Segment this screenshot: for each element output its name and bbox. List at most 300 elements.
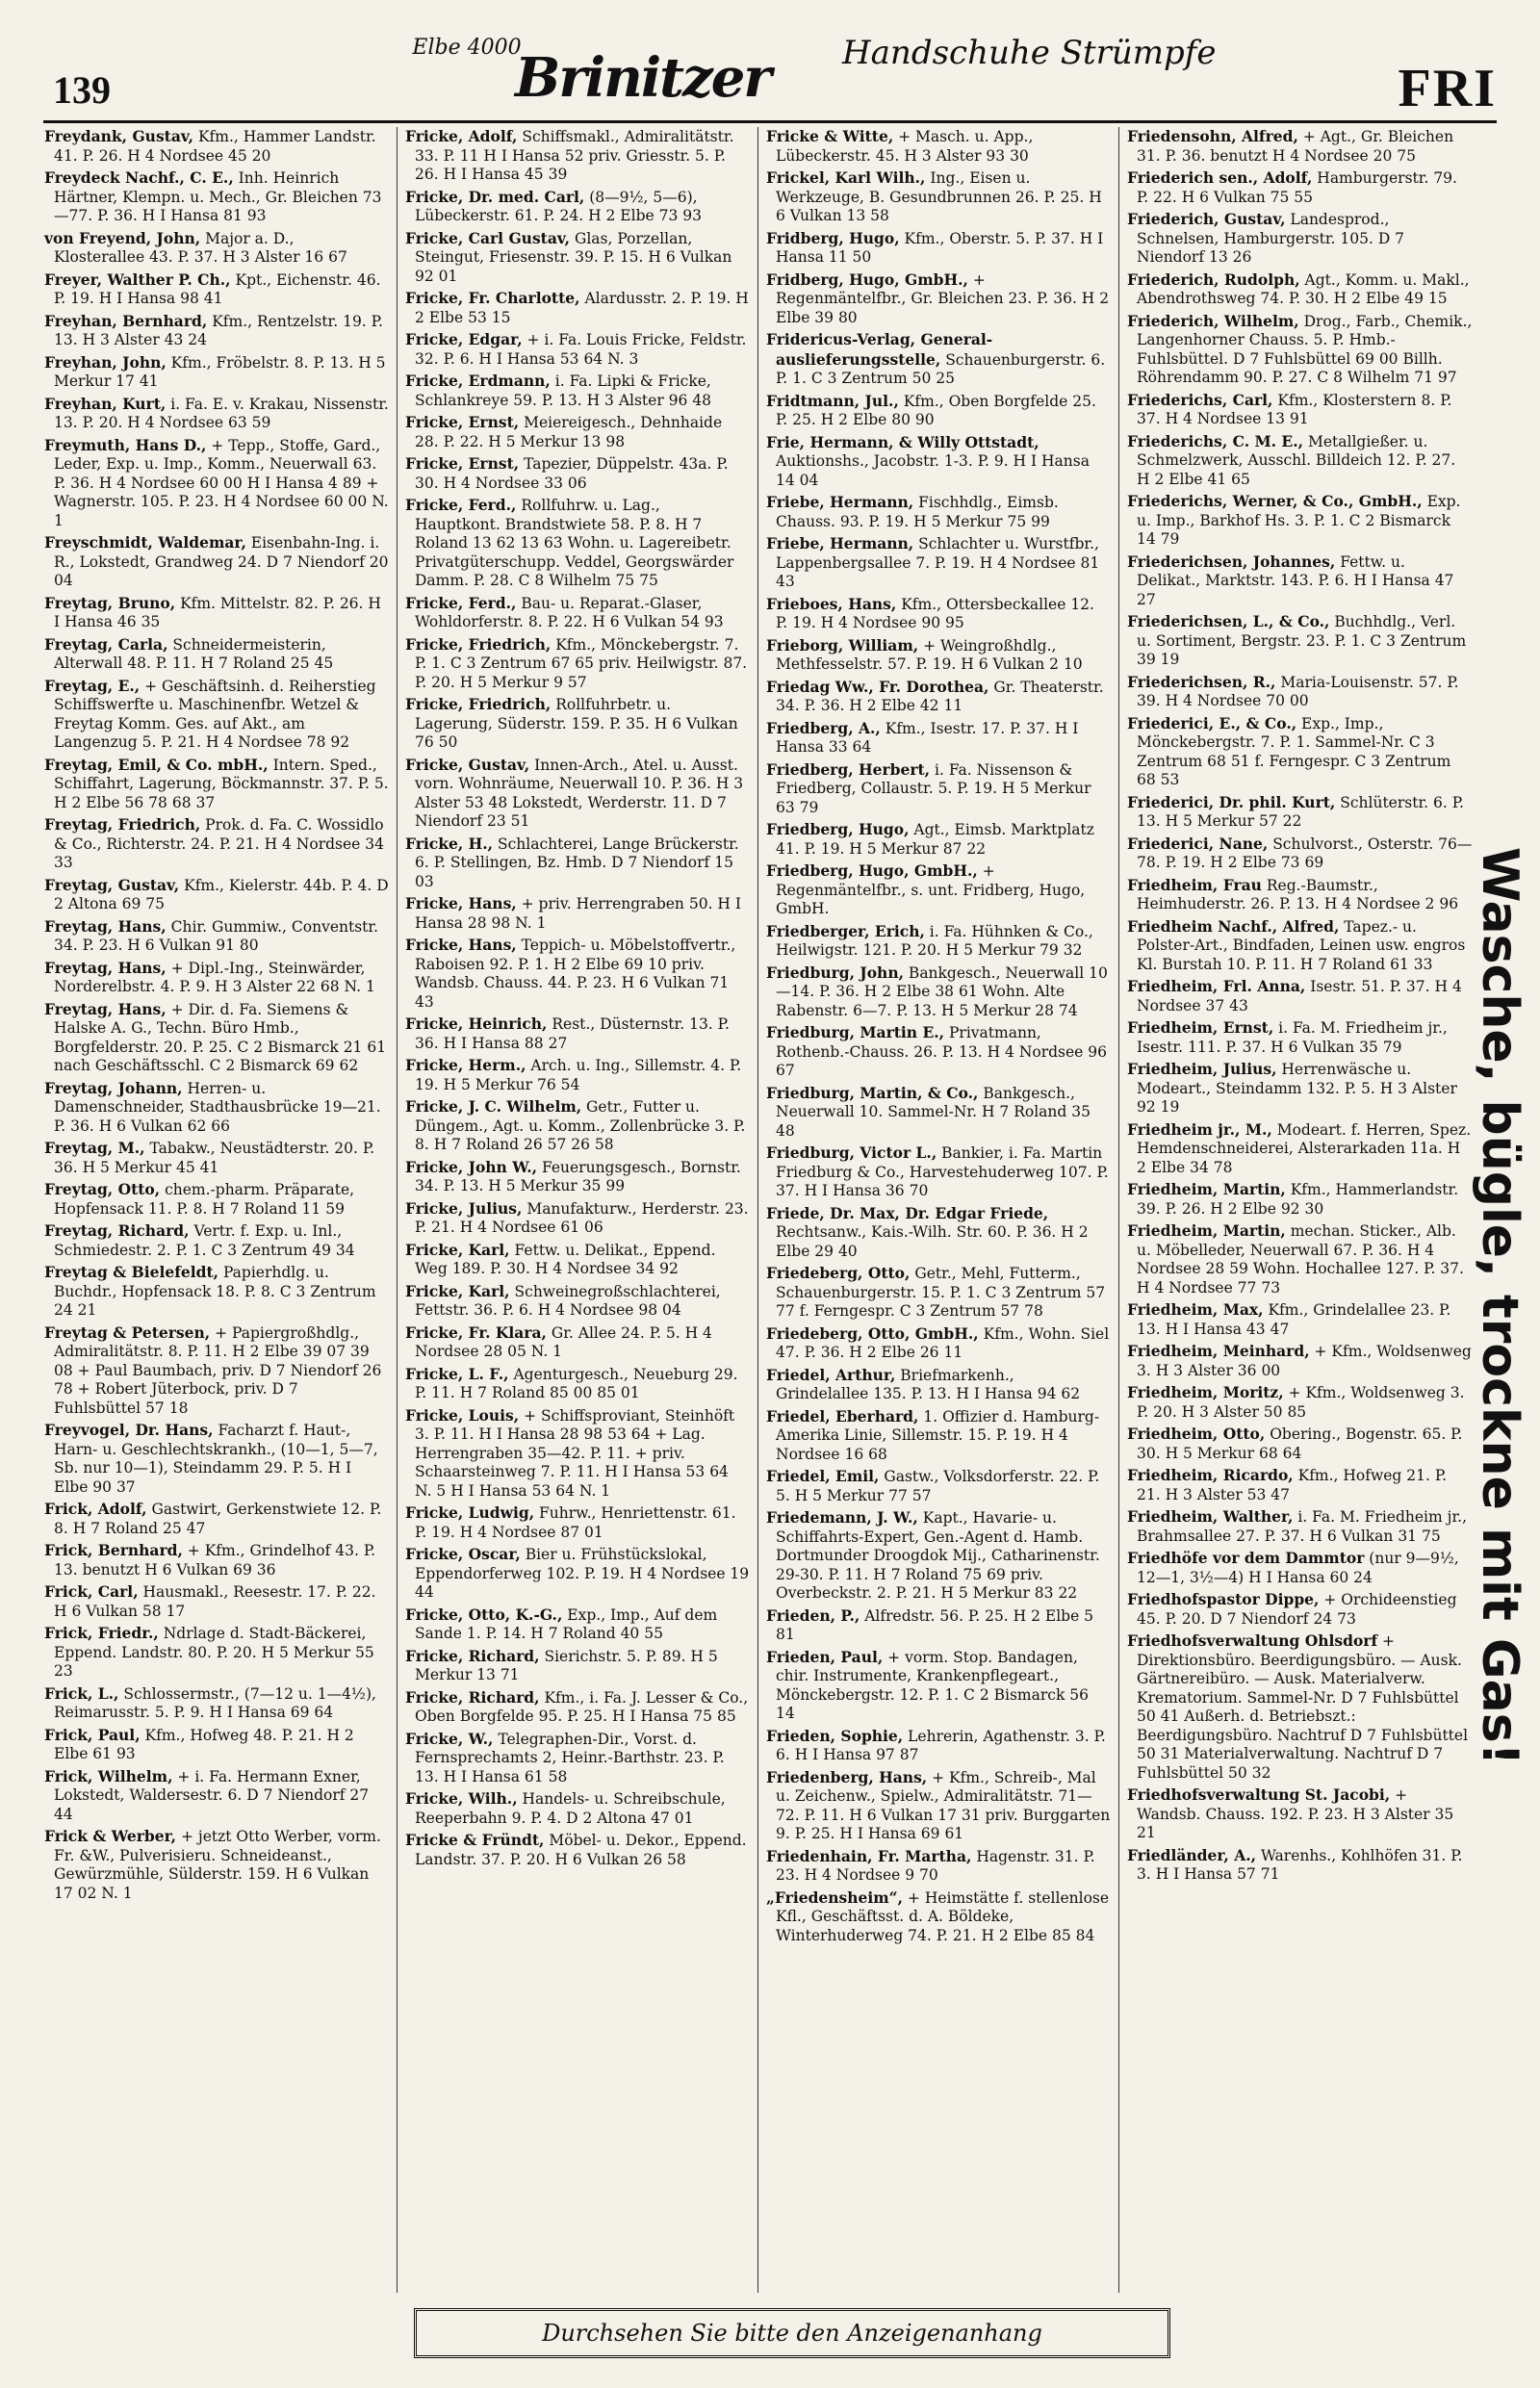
directory-entry xyxy=(44,312,389,350)
entry-name: Freytag, Johann, xyxy=(44,1078,183,1097)
entry-details: Sierichstr. 5. P. 89. H 5 Merkur 13 71 xyxy=(415,1647,718,1683)
directory-entry xyxy=(44,533,389,591)
directory-entry xyxy=(766,534,1111,592)
entry-name: Friederichs, C. M. E., xyxy=(1127,431,1304,450)
entry-details: 1. Offizier d. Hamburg-Amerika Linie, Sillemstr. 15. P. 19. H 4 Nordsee 16 68 xyxy=(776,1407,1100,1463)
directory-entry xyxy=(766,1727,1111,1765)
directory-entry xyxy=(405,1503,750,1542)
directory-entry xyxy=(766,1407,1111,1465)
directory-entry xyxy=(766,433,1111,491)
entry-details: Telegraphen-Dir., Vorst. d. Fernsprechamts 2, Heinr.-Barthstr. 23. P. 13. H I Hansa 61 58 xyxy=(415,1730,725,1785)
entry-name: Friedenberg, Hans, xyxy=(766,1767,928,1786)
directory-entry xyxy=(405,496,750,591)
directory-entry xyxy=(1127,270,1473,309)
entry-name: Friedemann, J. W., xyxy=(766,1508,918,1527)
directory-entry xyxy=(766,1023,1111,1081)
entry-name: Freytag, Carla, xyxy=(44,634,168,654)
directory-entry xyxy=(1127,1507,1473,1546)
directory-entry xyxy=(44,1827,389,1903)
entry-name: Freytag, Friedrich, xyxy=(44,815,201,834)
directory-entry xyxy=(44,677,389,753)
entry-details: Agt., Eimsb. Marktplatz 41. P. 19. H 5 Merkur 87 22 xyxy=(776,821,1094,858)
entry-details: + jetzt Otto Werber, vorm. Fr. &W., Pulverisieru. Schneideanst., Gewürzmühle, Sülderstr. 159. H 6 Vulkan 17 02 N. 1 xyxy=(54,1828,381,1902)
header-ad-gloves: Handschuhe Strümpfe xyxy=(842,34,1217,72)
entry-details: Kfm., Hammer Landstr. 41. P. 26. H 4 Nordsee 45 20 xyxy=(54,128,376,165)
entry-name: Fricke, J. C. Wilhelm, xyxy=(405,1097,582,1116)
entry-details: i. Fa. M. Friedheim jr., Isestr. 111. P. 37. H 6 Vulkan 35 79 xyxy=(1137,1019,1448,1056)
entry-details: Fischhdlg., Eimsb. Chauss. 93. P. 19. H 5 Merkur 75 99 xyxy=(776,494,1059,530)
entry-name: Friederici, Nane, xyxy=(1127,834,1269,853)
entry-details: Bankgesch., Neuerwall 10—14. P. 36. H 2 Elbe 38 61 Wohn. Alte Rabenstr. 6—7. P. 13. H 5 Merkur 28 74 xyxy=(776,963,1108,1019)
entry-details: Schlachter u. Wurstfbr., Lappenbergsallee 7. P. 19. H 4 Nordsee 81 43 xyxy=(776,535,1100,590)
directory-entry xyxy=(44,1500,389,1538)
directory-entry xyxy=(766,1768,1111,1844)
footer-notice: Durchsehen Sie bitte den Anzeigenanhang xyxy=(414,2308,1170,2358)
directory-entry xyxy=(44,1421,389,1497)
directory-entry xyxy=(44,917,389,956)
entry-details: Facharzt f. Haut-, Harn- u. Geschlechtskrankh., (10—1, 5—7, Sb. nur 10—1), Steindamm 29. P. 5. H I Elbe 90 37 xyxy=(54,1422,378,1496)
directory-entry xyxy=(766,1648,1111,1724)
directory-entry xyxy=(1127,612,1473,670)
entry-name: Freyschmidt, Waldemar, xyxy=(44,533,246,552)
entry-name: Friedhofspastor Dippe, xyxy=(1127,1590,1320,1608)
directory-entry xyxy=(1127,1631,1473,1783)
entry-details: Kfm., Hofweg 21. P. 21. H 3 Alster 53 47 xyxy=(1137,1467,1448,1503)
entry-name: Fricke, Karl, xyxy=(405,1240,510,1259)
directory-entry xyxy=(405,1097,750,1155)
entry-name: Friederich, Wilhelm, xyxy=(1127,311,1299,330)
entry-details: Rest., Düsternstr. 13. P. 36. H I Hansa 88 27 xyxy=(415,1015,730,1052)
entry-details: Kfm., Oberstr. 5. P. 37. H I Hansa 11 50 xyxy=(776,229,1104,266)
entry-name: Freytag, Hans, xyxy=(44,916,167,936)
entry-name: Friedeberg, Otto, GmbH., xyxy=(766,1323,979,1343)
directory-entry xyxy=(44,594,389,632)
directory-entry xyxy=(1127,1846,1473,1885)
entry-name: Fricke, Ernst, xyxy=(405,454,520,473)
entry-details: Drog., Farb., Chemik., Langenhorner Chauss. 5. P. Hmb.-Fuhlsbüttel. D 7 Fuhlsbüttel 69 00 Billh. Röhrendamm 90. P. 27. C 8 Wilhelm 71 97 xyxy=(1137,312,1473,386)
entry-name: Friedheim, Ricardo, xyxy=(1127,1466,1294,1484)
page-header xyxy=(43,29,1497,123)
directory-entry xyxy=(1127,168,1473,207)
directory-entry xyxy=(44,1684,389,1723)
directory-entry xyxy=(1127,312,1473,388)
directory-entry xyxy=(44,229,389,268)
entry-name: Fricke, Wilh., xyxy=(405,1789,518,1808)
directory-entry xyxy=(44,127,389,166)
entry-details: + Orchideenstieg 45. P. 20. D 7 Niendorf 24 73 xyxy=(1137,1591,1457,1628)
entry-name: Frieboes, Hans, xyxy=(766,594,897,613)
directory-entry xyxy=(44,168,389,226)
entry-name: Fricke & Fründt, xyxy=(405,1831,545,1849)
directory-entry xyxy=(766,922,1111,961)
entry-name: Friederichs, Carl, xyxy=(1127,390,1273,409)
directory-entry xyxy=(405,1789,750,1828)
entry-name: „Friedensheim“, xyxy=(766,1887,903,1907)
directory-entry xyxy=(1127,1785,1473,1843)
entry-name: Freyhan, John, xyxy=(44,352,167,372)
directory-entry xyxy=(1127,552,1473,610)
directory-entry xyxy=(44,1624,389,1682)
entry-details: Kpt., Eichenstr. 46. P. 19. H I Hansa 98 41 xyxy=(54,270,381,307)
entry-name: Friedberger, Erich, xyxy=(766,921,925,940)
entry-name: Fricke, Gustav, xyxy=(405,755,530,774)
entry-details: Möbel- u. Dekor., Eppend. Landstr. 37. P. 20. H 6 Vulkan 26 58 xyxy=(415,1832,747,1868)
entry-name: Friedheim, Julius, xyxy=(1127,1060,1277,1078)
entry-details: Warenhs., Kohlhöfen 31. P. 3. H I Hansa 57 71 xyxy=(1137,1846,1463,1883)
entry-details: Agt., Komm. u. Makl., Abendrothsweg 74. P. 30. H 2 Elbe 49 15 xyxy=(1137,270,1470,307)
directory-entry xyxy=(766,1204,1111,1262)
entry-name: Frick & Werber, xyxy=(44,1827,177,1845)
directory-entry xyxy=(766,1324,1111,1363)
entry-name: Fricke, Heinrich, xyxy=(405,1014,548,1033)
entry-details: + Masch. u. App., Lübeckerstr. 45. H 3 Alster 93 30 xyxy=(776,128,1034,165)
directory-entry xyxy=(405,330,750,369)
entry-details: Gr. Allee 24. P. 5. H 4 Nordsee 28 05 N. 1 xyxy=(415,1323,712,1360)
entry-name: Fricke, Edgar, xyxy=(405,330,523,348)
entry-name: Fricke, H., xyxy=(405,834,494,853)
directory-entry xyxy=(405,635,750,693)
entry-name: Friedberg, Herbert, xyxy=(766,759,931,779)
entry-name: Fricke, Hans, xyxy=(405,894,517,912)
entry-name: Fricke, L. F., xyxy=(405,1364,509,1383)
entry-details: Schlüterstr. 6. P. 13. H 5 Merkur 57 22 xyxy=(1137,793,1464,830)
entry-details: Manufakturw., Herderstr. 23. P. 21. H 4 Nordsee 61 06 xyxy=(415,1199,749,1236)
entry-details: + Kfm., Woldsenweg 3. P. 20. H 3 Alster 50 85 xyxy=(1137,1384,1465,1421)
entry-details: + i. Fa. Hermann Exner, Lokstedt, Waldersestr. 6. D 7 Niendorf 27 44 xyxy=(54,1767,370,1823)
directory-entry xyxy=(44,1000,389,1076)
entry-name: Friederichsen, R., xyxy=(1127,672,1276,691)
entry-name: Friedburg, John, xyxy=(766,963,904,982)
entry-name: Fricke & Witte, xyxy=(766,127,894,145)
entry-name: Friedheim, Martin, xyxy=(1127,1221,1286,1240)
entry-details: + Geschäftsinh. d. Reiherstieg Schiffswerfte u. Maschinenfbr. Wetzel & Freytag Komm. Ges. auf Akt., am Langenzug 5. P. 21. H 4 Nordsee 78 92 xyxy=(54,677,376,751)
entry-details: Prok. d. Fa. C. Wossidlo & Co., Richterstr. 24. P. 21. H 4 Nordsee 34 33 xyxy=(54,816,384,871)
directory-entry xyxy=(766,392,1111,430)
entry-details: Schlachterei, Lange Brückerstr. 6. P. Stellingen, Bz. Hmb. D 7 Niendorf 15 03 xyxy=(415,835,739,890)
entry-details: Chir. Gummiw., Conventstr. 34. P. 23. H 6 Vulkan 91 80 xyxy=(54,917,379,954)
directory-columns xyxy=(37,127,1480,2293)
entry-name: Friedenhain, Fr. Martha, xyxy=(766,1846,972,1865)
entry-name: Fricke, Dr. med. Carl, xyxy=(405,187,585,206)
entry-details: Schweinegroßschlachterei, Fettstr. 36. P. 6. H 4 Nordsee 98 04 xyxy=(415,1282,721,1319)
directory-entry xyxy=(405,835,750,892)
directory-entry xyxy=(405,1014,750,1053)
entry-name: Friedheim, Frau xyxy=(1127,875,1262,894)
entry-details: Obering., Bogenstr. 65. P. 30. H 5 Merkur 68 64 xyxy=(1137,1425,1463,1462)
directory-entry xyxy=(405,1241,750,1279)
directory-entry xyxy=(405,936,750,1012)
directory-entry xyxy=(1127,1300,1473,1339)
entry-details: + Kfm., Grindelhof 43. P. 13. benutzt H 6 Vulkan 69 36 xyxy=(54,1542,376,1579)
entry-name: Friedhofsverwaltung Ohlsdorf xyxy=(1127,1631,1378,1650)
entry-name: Friedberg, Hugo, GmbH., xyxy=(766,861,978,880)
entry-name: Friedeberg, Otto, xyxy=(766,1264,911,1282)
entry-name: Freytag, Gustav, xyxy=(44,875,180,894)
directory-entry xyxy=(766,1084,1111,1142)
entry-name: Fricke, W., xyxy=(405,1729,494,1748)
entry-details: Schulvorst., Osterstr. 76—78. P. 19. H 2 Elbe 73 69 xyxy=(1137,835,1473,871)
entry-name: Freytag, Otto, xyxy=(44,1180,161,1198)
directory-entry xyxy=(766,270,1111,328)
directory-entry xyxy=(405,1158,750,1196)
directory-entry xyxy=(44,756,389,813)
directory-entry xyxy=(1127,977,1473,1015)
directory-entry xyxy=(766,127,1111,166)
directory-entry xyxy=(766,1606,1111,1645)
entry-details: Innen-Arch., Atel. u. Ausst. vorn. Wohnräume, Neuerwall 10. P. 36. H 3 Alster 53 48 Lokstedt, Werderstr. 11. D 7 Niendorf 23 51 xyxy=(415,756,744,830)
entry-name: Freyhan, Kurt, xyxy=(44,394,167,413)
directory-entry xyxy=(405,1282,750,1321)
directory-entry xyxy=(405,229,750,287)
directory-entry xyxy=(405,454,750,493)
entry-name: Freytag, M., xyxy=(44,1139,145,1157)
entry-details: Lehrerin, Agathenstr. 3. P. 6. H I Hansa 97 87 xyxy=(776,1727,1106,1763)
directory-entry xyxy=(405,1199,750,1238)
entry-name: Fricke, Richard, xyxy=(405,1687,540,1707)
directory-entry xyxy=(766,229,1111,268)
entry-name: Friederich, Rudolph, xyxy=(1127,270,1300,289)
entry-name: Frick, Bernhard, xyxy=(44,1541,183,1559)
entry-name: Fricke, Herm., xyxy=(405,1056,526,1074)
entry-details: Schlossermstr., (7—12 u. 1—4½), Reimarusstr. 5. P. 9. H I Hansa 69 64 xyxy=(54,1684,376,1721)
entry-name: Fridtmann, Jul., xyxy=(766,391,899,410)
entry-details: + Kfm., Woldsenweg 3. H 3 Alster 36 00 xyxy=(1137,1343,1472,1379)
directory-entry xyxy=(405,413,750,451)
entry-details: + Dipl.-Ing., Steinwärder, Norderelbstr. 4. P. 9. H 3 Alster 22 68 N. 1 xyxy=(54,959,375,995)
entry-details: Reg.-Baumstr., Heimhuderstr. 26. P. 13. H 4 Nordsee 2 96 xyxy=(1137,876,1459,912)
entry-details: + priv. Herrengraben 50. H I Hansa 28 98 N. 1 xyxy=(415,895,741,932)
entry-details: Handels- u. Schreibschule, Reeperbahn 9. P. 4. D 2 Altona 47 01 xyxy=(415,1790,726,1827)
entry-name: Friedel, Arthur, xyxy=(766,1365,896,1384)
entry-name: Fricke, Erdmann, xyxy=(405,372,551,390)
entry-name: Fridberg, Hugo, GmbH., xyxy=(766,270,968,289)
entry-name: Friedburg, Victor L., xyxy=(766,1143,937,1162)
entry-name: Freydeck Nachf., C. E., xyxy=(44,168,234,187)
entry-name: Friedheim, Walther, xyxy=(1127,1507,1294,1526)
directory-entry xyxy=(44,395,389,433)
entry-name: Friedheim, Martin, xyxy=(1127,1180,1286,1198)
entry-name: Fricke, Carl Gustav, xyxy=(405,228,571,247)
entry-details: Eisenbahn-Ing. i. R., Lokstedt, Grandweg 24. D 7 Niendorf 20 04 xyxy=(54,534,389,589)
directory-entry xyxy=(1127,492,1473,550)
entry-name: Friedheim, Moritz, xyxy=(1127,1383,1284,1401)
entry-name: Fricke, Ferd., xyxy=(405,593,517,612)
directory-entry xyxy=(766,1366,1111,1404)
directory-entry xyxy=(766,678,1111,716)
entry-name: Friedburg, Martin, & Co., xyxy=(766,1083,979,1102)
entry-details: i. Fa. Hühnken & Co., Heilwigstr. 121. P. 20. H 5 Merkur 79 32 xyxy=(776,922,1093,959)
entry-details: Auktionshs., Jacobstr. 1-3. P. 9. H I Hansa 14 04 xyxy=(776,452,1090,489)
page-number: 139 xyxy=(53,68,111,112)
directory-entry xyxy=(766,1508,1111,1604)
directory-entry xyxy=(766,1264,1111,1322)
directory-entry xyxy=(405,1730,750,1787)
directory-entry xyxy=(766,760,1111,818)
entry-name: Frie, Hermann, & Willy Ottstadt, xyxy=(766,432,1040,451)
directory-entry xyxy=(1127,1383,1473,1422)
directory-entry xyxy=(405,1831,750,1869)
entry-name: Friedhofsverwaltung St. Jacobi, xyxy=(1127,1785,1391,1804)
directory-entry xyxy=(1127,917,1473,975)
entry-details: + Agt., Gr. Bleichen 31. P. 36. benutzt H 4 Nordsee 20 75 xyxy=(1137,128,1454,165)
entry-name: Frieborg, William, xyxy=(766,635,919,655)
entry-details: Kfm., Fröbelstr. 8. P. 13. H 5 Merkur 17 41 xyxy=(54,353,386,390)
alphabet-range: FRI xyxy=(1398,59,1497,118)
entry-name: Fricke, Richard, xyxy=(405,1646,540,1665)
entry-name: Fricke, Fr. Charlotte, xyxy=(405,289,580,307)
directory-entry xyxy=(405,1056,750,1094)
entry-details: Agenturgesch., Neueburg 29. P. 11. H 7 Roland 85 00 85 01 xyxy=(415,1365,738,1401)
entry-details: Inh. Heinrich Härtner, Klempn. u. Mech., Gr. Bleichen 73—77. P. 36. H I Hansa 81 93 xyxy=(54,169,382,224)
entry-name: Frieden, Paul, xyxy=(766,1647,884,1666)
entry-details: Arch. u. Ing., Sillemstr. 4. P. 19. H 5 Merkur 76 54 xyxy=(415,1057,742,1093)
entry-details: chem.-pharm. Präparate, Hopfensack 11. P. 8. H 7 Roland 11 59 xyxy=(54,1181,355,1218)
entry-details: i. Fa. M. Friedheim jr., Brahmsallee 27. P. 37. H 6 Vulkan 31 75 xyxy=(1137,1508,1468,1545)
entry-details: + Regenmäntelfbr., Gr. Bleichen 23. P. 36. H 2 Elbe 39 80 xyxy=(776,270,1110,326)
entry-details: Hausmakl., Reesestr. 17. P. 22. H 6 Vulkan 58 17 xyxy=(54,1583,376,1620)
directory-entry xyxy=(1127,1060,1473,1117)
entry-name: Frick, Adolf, xyxy=(44,1500,147,1518)
entry-name: Friedländer, A., xyxy=(1127,1845,1257,1864)
entry-details: Bankier, i. Fa. Martin Friedburg & Co., Harvestehuderweg 107. P. 37. H I Hansa 36 70 xyxy=(776,1144,1109,1199)
entry-details: Fettw. u. Delikat., Marktstr. 143. P. 6. H I Hansa 47 27 xyxy=(1137,552,1454,608)
entry-details: Privatmann, Rothenb.-Chauss. 26. P. 13. H 4 Nordsee 96 67 xyxy=(776,1024,1107,1079)
entry-details: Herren- u. Damenschneider, Stadthausbrücke 19—21. P. 36. H 6 Vulkan 62 66 xyxy=(54,1079,381,1135)
entry-details: Kfm., Oben Borgfelde 25. P. 25. H 2 Elbe 80 90 xyxy=(776,392,1096,428)
directory-entry xyxy=(1127,1590,1473,1629)
directory-entry xyxy=(1127,432,1473,490)
entry-name: Fricke, Louis, xyxy=(405,1405,520,1425)
directory-entry xyxy=(405,188,750,226)
entry-details: Kfm., Hammerlandstr. 39. P. 26. H 2 Elbe 92 30 xyxy=(1137,1181,1459,1218)
entry-details: Kfm., Hofweg 48. P. 21. H 2 Elbe 61 93 xyxy=(54,1726,354,1762)
entry-details: Maria-Louisenstr. 57. P. 39. H 4 Nordsee 70 00 xyxy=(1137,673,1459,709)
entry-details: Exp., Imp., Auf dem Sande 1. P. 14. H 7 Roland 40 55 xyxy=(415,1605,718,1642)
entry-details: Landesprod., Schnelsen, Hamburgerstr. 105. D 7 Niendorf 13 26 xyxy=(1137,211,1405,266)
directory-entry xyxy=(405,289,750,327)
entry-name: Frick, Paul, xyxy=(44,1725,141,1744)
directory-entry xyxy=(1127,1466,1473,1504)
directory-entry xyxy=(1127,210,1473,268)
directory-entry xyxy=(766,493,1111,531)
entry-name: Freyhan, Bernhard, xyxy=(44,311,208,330)
directory-entry xyxy=(405,1545,750,1603)
entry-name: Frick, Wilhelm, xyxy=(44,1766,173,1785)
directory-entry xyxy=(1127,1221,1473,1297)
entry-name: Fricke, Ludwig, xyxy=(405,1503,535,1522)
entry-details: + Tepp., Stoffe, Gard., Leder, Exp. u. Imp., Komm., Neuerwall 63. P. 36. H 4 Nordsee 60 00 H I Hansa 4 89 + Wagnerstr. 105. P. 23. H 4 Nordsee 60 00 N. 1 xyxy=(54,436,389,529)
entry-details: Getr., Mehl, Futterm., Schauenburgerstr. 15. P. 1. C 3 Zentrum 57 77 f. Ferngespr. C 3 Zentrum 57 78 xyxy=(776,1265,1106,1320)
directory-entry xyxy=(766,861,1111,919)
directory-entry xyxy=(405,1323,750,1362)
directory-entry xyxy=(766,719,1111,757)
entry-name: Frieden, P., xyxy=(766,1605,860,1625)
entry-details: i. Fa. Nissenson & Friedberg, Collaustr. 5. P. 19. H 5 Merkur 63 79 xyxy=(776,760,1091,816)
directory-entry xyxy=(405,1688,750,1727)
directory-entry xyxy=(405,594,750,632)
directory-entry xyxy=(44,876,389,914)
entry-details: Kfm., Kielerstr. 44b. P. 4. D 2 Altona 69 75 xyxy=(54,876,389,912)
directory-entry xyxy=(766,1847,1111,1886)
entry-details: + Direktionsbüro. Beerdigungsbüro. — Ausk. Gärtnereibüro. — Ausk. Materialverw. Krematorium. Sammel-Nr. D 7 Fuhlsbüttel 50 41 Außerh. d. Betriebszt.: Beerdigungsbüro. Nachtruf D 7 Fuhlsbüttel 50 31 Materialverwaltung. Nachtruf D 7 Fuhlsbüttel 50 32 xyxy=(1137,1632,1469,1782)
entry-details: Tapez.- u. Polster-Art., Bindfaden, Leinen usw. engros Kl. Burstah 10. P. 11. H 7 Roland 61 33 xyxy=(1137,917,1466,973)
directory-entry xyxy=(1127,1180,1473,1219)
directory-entry xyxy=(1127,1342,1473,1380)
entry-name: von Freyend, John, xyxy=(44,228,201,247)
entry-details: Gastw., Volksdorferstr. 22. P. 5. H 5 Merkur 77 57 xyxy=(776,1468,1100,1504)
directory-entry xyxy=(44,353,389,392)
entry-details: Schiffsmakl., Admiralitätstr. 33. P. 11 H I Hansa 52 priv. Griesstr. 5. P. 26. H I Hansa 45 39 xyxy=(415,128,734,183)
entry-details: Schauenburgerstr. 6. P. 1. C 3 Zentrum 50 25 xyxy=(776,350,1106,387)
entry-name: Freytag, Hans, xyxy=(44,958,167,977)
entry-details: Teppich- u. Möbelstoffvertr., Raboisen 92. P. 1. H 2 Elbe 69 10 priv. Wandsb. Chauss. 44. P. 23. H 6 Vulkan 71 43 xyxy=(415,937,736,1011)
directory-entry xyxy=(405,372,750,410)
entry-details: + Heimstätte f. stellenlose Kfl., Geschäftsst. d. A. Böldeke, Winterhuderweg 74. P. 21. H 2 Elbe 85 84 xyxy=(776,1888,1110,1944)
directory-entry xyxy=(405,695,750,753)
entry-details: Kfm., Ottersbeckallee 12. P. 19. H 4 Nordsee 90 95 xyxy=(776,595,1094,631)
entry-details: Fettw. u. Delikat., Eppend. Weg 189. P. 30. H 4 Nordsee 34 92 xyxy=(415,1241,716,1277)
entry-name: Friedel, Eberhard, xyxy=(766,1406,919,1425)
directory-entry xyxy=(1127,391,1473,429)
directory-entry xyxy=(44,1263,389,1321)
directory-entry xyxy=(44,1541,389,1579)
entry-details: Papierhdlg. u. Buchdr., Hopfensack 18. P. 8. C 3 Zentrum 24 21 xyxy=(54,1264,376,1319)
entry-name: Fricke, Hans, xyxy=(405,936,517,954)
column-1 xyxy=(37,127,398,2293)
entry-details: (nur 9—9½, 12—1, 3½—4) H I Hansa 60 24 xyxy=(1137,1550,1459,1586)
directory-entry xyxy=(405,756,750,832)
entry-name: Fricke, Otto, K.-G., xyxy=(405,1605,563,1624)
entry-details: Fuhrw., Henriettenstr. 61. P. 19. H 4 Nordsee 87 01 xyxy=(415,1504,736,1541)
entry-details: Exp., Imp., Mönckebergstr. 7. P. 1. Sammel-Nr. C 3 Zentrum 68 51 f. Ferngespr. C 3 Zentrum 68 53 xyxy=(1137,714,1451,788)
directory-entry xyxy=(405,127,750,185)
entry-name: Friebe, Hermann, xyxy=(766,534,914,552)
directory-entry xyxy=(405,1365,750,1403)
entry-name: Freymuth, Hans D., xyxy=(44,435,207,454)
entry-details: Vertr. f. Exp. u. Inl., Schmiedestr. 2. P. 1. C 3 Zentrum 49 34 xyxy=(54,1222,355,1259)
entry-details: Briefmarkenh., Grindelallee 135. P. 13. H I Hansa 94 62 xyxy=(776,1366,1081,1402)
entry-details: + i. Fa. Louis Fricke, Feldstr. 32. P. 6. H I Hansa 53 64 N. 3 xyxy=(415,331,747,368)
entry-name: Freytag, E., xyxy=(44,676,141,695)
entry-details: Bankgesch., Neuerwall 10. Sammel-Nr. H 7 Roland 35 48 xyxy=(776,1084,1091,1140)
directory-entry xyxy=(1127,1120,1473,1178)
entry-details: + Schiffsproviant, Steinhöft 3. P. 11. H I Hansa 28 98 53 64 + Lag. Herrengraben 35—42. P. 11. + priv. Schaarsteinweg 7. P. 11. H I Hansa 53 64 N. 5 H I Hansa 53 64 N. 1 xyxy=(415,1406,735,1500)
entry-name: Friedensohn, Alfred, xyxy=(1127,127,1298,145)
directory-entry xyxy=(44,1139,389,1177)
entry-details: Rollfuhrw. u. Lag., Hauptkont. Brandstwiete 58. P. 8. H 7 Roland 13 62 13 63 Wohn. u. Lagereibetr. Privatgüterschupp. Veddel, Georgswärder Damm. P. 28. C 8 Wilhelm 75 75 xyxy=(415,497,734,589)
directory-entry xyxy=(766,168,1111,226)
entry-name: Friederici, E., & Co., xyxy=(1127,713,1297,732)
directory-entry xyxy=(766,1143,1111,1201)
entry-name: Fricke, Ernst, xyxy=(405,413,520,431)
directory-entry xyxy=(405,1605,750,1644)
entry-details: + Dir. d. Fa. Siemens & Halske A. G., Techn. Büro Hmb., Borgfelderstr. 20. P. 25. C 2 Bismarck 21 61 nach Geschäftsschl. C 2 Bismarck 69 62 xyxy=(54,1000,387,1074)
entry-details: Kfm., Mönckebergstr. 7. P. 1. C 3 Zentrum 67 65 priv. Heilwigstr. 87. P. 20. H 5 Merkur 9 57 xyxy=(415,635,748,691)
entry-name: Freytag, Hans, xyxy=(44,999,167,1018)
directory-entry xyxy=(1127,1425,1473,1463)
entry-name: Frick, Carl, xyxy=(44,1582,139,1601)
entry-name: Friedheim, Otto, xyxy=(1127,1425,1266,1443)
entry-details: + vorm. Stop. Bandagen, chir. Instrumente, Krankenpflegeart., Mönckebergstr. 12. P. 1. C 2 Bismarck 56 14 xyxy=(776,1648,1089,1722)
entry-name: Friebe, Hermann, xyxy=(766,493,914,511)
entry-name: Fricke, Ferd., xyxy=(405,496,517,514)
entry-name: Fricke, Julius, xyxy=(405,1198,523,1218)
directory-entry xyxy=(44,1323,389,1419)
entry-details: + Papiergroßhdlg., Admiralitätstr. 8. P. 11. H 2 Elbe 39 07 39 08 + Paul Baumbach, priv. D 7 Niendorf 26 78 + Robert Jüterbock, priv. D 7 Fuhlsbüttel 57 18 xyxy=(54,1323,382,1417)
entry-name: Friedag Ww., Fr. Dorothea, xyxy=(766,677,989,696)
directory-entry xyxy=(44,1221,389,1260)
entry-details: Kfm., Wohn. Siel 47. P. 36. H 2 Elbe 26 11 xyxy=(776,1324,1110,1361)
